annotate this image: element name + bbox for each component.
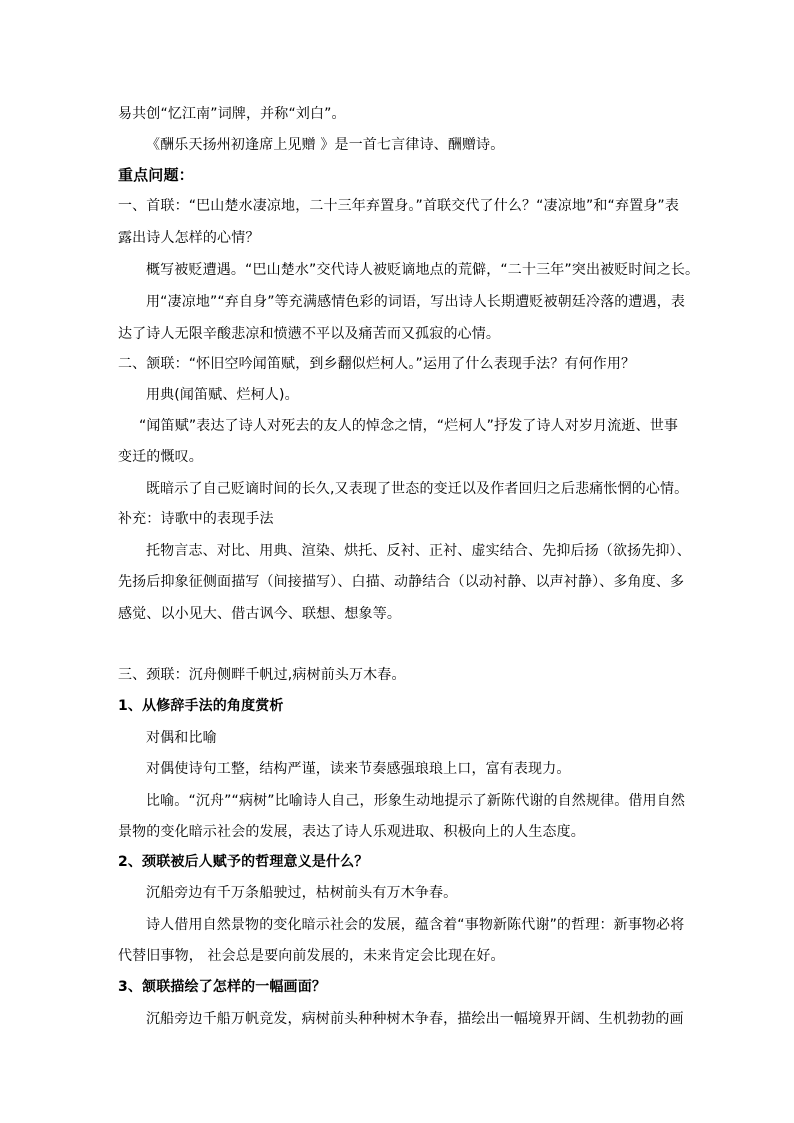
text-line: 露出诗人怎样的心情？ [118,230,260,246]
supplement-heading: 补充：诗歌中的表现手法 [118,511,274,527]
text-line: 用典(闻笛赋、烂柯人)。 [146,387,299,403]
text-line: 比喻。“沉舟”“病树”比喻诗人自己，形象生动地提示了新陈代谢的自然规律。借用自然 [146,793,686,809]
text-line: 感觉、以小见大、借古讽今、联想、想象等。 [118,606,401,622]
text-line: 《酬乐天扬州初逢席上见赠 》是一首七言律诗、酬赠诗。 [146,137,505,153]
text-line: 达了诗人无限辛酸悲凉和愤懑不平以及痛苦而又孤寂的心情。 [118,326,501,342]
text-line: 先扬后抑象征侧面描写（间接描写）、白描、动静结合（以动衬静、以声衬静）、多角度、多 [118,574,685,590]
text-line: 既暗示了自己贬谪时间的长久,又表现了世态的变迁以及作者回归之后悲痛怅惘的心情。 [146,481,689,497]
text-line: 沉船旁边有千万条船驶过，枯树前头有万木争春。 [146,885,458,901]
text-line: 景物的变化暗示社会的发展，表达了诗人乐观进取、积极向上的人生态度。 [118,824,585,840]
text-line: 变迁的慨叹。 [118,449,203,465]
question-heading: 一、首联：“巴山楚水凄凉地，二十三年弃置身。”首联交代了什么？“凄凉地”和“弃置身”表 [118,198,679,214]
section-heading: 重点问题： [118,166,194,184]
text-line: 易共创“忆江南”词牌，并称“刘白”。 [118,106,346,122]
question-heading: 三、颈联：沉舟侧畔千帆过,病树前头万木春。 [118,667,406,683]
text-line: 沉船旁边千船万帆竞发，病树前头种种树木争春，描绘出一幅境界开阔、生机勃勃的画 [146,1011,684,1027]
text-line: 对偶使诗句工整，结构严谨，读来节奏感强琅琅上口，富有表现力。 [146,761,571,777]
text-line: 托物言志、对比、用典、渲染、烘托、反衬、正衬、虚实结合、先抑后扬（欲扬先抑）、 [146,543,691,559]
text-line: 代替旧事物， 社会总是要向前发展的，未来肯定会比现在好。 [118,948,505,964]
subheading: 3、颔联描绘了怎样的一幅画面？ [118,979,326,995]
subheading: 2、颈联被后人赋予的哲理意义是什么？ [118,854,369,870]
subheading: 1、从修辞手法的角度赏析 [118,698,284,714]
text-line: 对偶和比喻 [146,730,217,746]
text-line: 概写被贬遭遇。“巴山楚水”交代诗人被贬谪地点的荒僻，“二十三年”突出被贬时间之长。 [146,262,700,278]
text-line: 诗人借用自然景物的变化暗示社会的发展，蕴含着“事物新陈代谢”的哲理：新事物必将 [146,917,685,933]
text-line: “闻笛赋”表达了诗人对死去的友人的悼念之情，“烂柯人”抒发了诗人对岁月流逝、世事 [139,418,679,434]
text-line: 用“凄凉地”“弃自身”等充满感情色彩的词语，写出诗人长期遭贬被朝廷冷落的遭遇，表 [146,294,686,310]
question-heading: 二、颔联：“怀旧空吟闻笛赋，到乡翻似烂柯人。”运用了什么表现手法？有何作用？ [118,356,636,372]
